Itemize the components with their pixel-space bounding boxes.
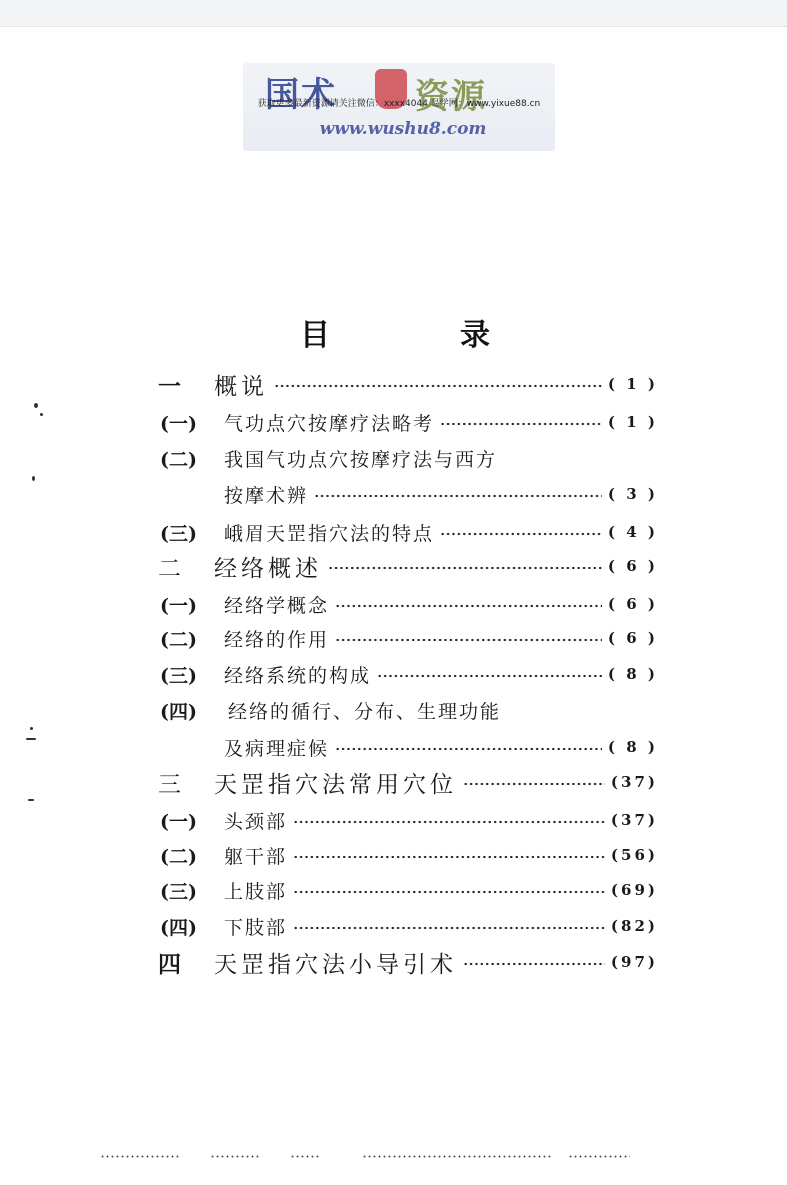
toc-leader-dots	[377, 669, 602, 679]
toc-entry	[160, 695, 658, 725]
scan-speck	[26, 738, 36, 740]
toc-entry-label: 按摩术辨	[224, 484, 309, 507]
toc-entry-page: ( 8 )	[607, 738, 658, 756]
toc-entry	[160, 443, 658, 473]
toc-leader-dots	[293, 885, 605, 895]
toc-leader-dots	[335, 742, 602, 752]
toc-entry-page: (56)	[610, 846, 658, 864]
toc-entry	[160, 623, 658, 653]
toc-entry	[158, 369, 658, 399]
toc-entry-page: (37)	[610, 773, 658, 791]
toc-entry-number: (一)	[160, 412, 197, 435]
title-char-2: 录	[460, 318, 490, 353]
scan-speck	[34, 403, 38, 408]
toc-entry-label: 概说	[214, 373, 268, 400]
toc-entry	[224, 479, 658, 509]
toc-entry-number: 三	[158, 771, 181, 798]
scan-speck	[32, 476, 35, 481]
toc-entry-number: (一)	[160, 594, 197, 617]
toc-leader-dots	[440, 417, 602, 427]
toc-entry-number: 一	[158, 372, 181, 400]
toc-entry-label: 上肢部	[224, 880, 288, 903]
toc-leader-dots	[463, 777, 605, 787]
toc-entry	[160, 589, 658, 619]
toc-entry-label: 头颈部	[224, 810, 288, 833]
toc-entry-label: 我国气功点穴按摩疗法与西方	[224, 448, 498, 471]
scan-noise	[100, 1155, 180, 1158]
toc-leader-dots	[314, 489, 602, 499]
toc-entry-page: ( 6 )	[607, 595, 658, 613]
toc-entry-number: (二)	[160, 628, 197, 651]
toc-leader-dots	[463, 957, 605, 967]
scan-speck	[40, 413, 43, 416]
toc-entry-page: ( 6 )	[607, 557, 658, 575]
scan-noise	[210, 1155, 260, 1158]
toc-entry-label: 下肢部	[224, 916, 288, 939]
toc-entry-page: (37)	[610, 811, 658, 829]
toc-entry-page: (82)	[610, 917, 658, 935]
toc-entry-label: 峨眉天罡指穴法的特点	[224, 522, 435, 545]
toc-entry-label: 天罡指穴法小导引术	[214, 951, 457, 978]
toc-entry-number: (三)	[160, 880, 197, 903]
toc-entry-label: 天罡指穴法常用穴位	[214, 771, 457, 798]
scan-noise	[290, 1155, 320, 1158]
toc-entry-label: 经络概述	[214, 555, 322, 582]
toc-entry	[158, 551, 658, 581]
toc-entry-page: ( 1 )	[607, 375, 658, 393]
toc-entry-label: 及病理症候	[224, 737, 330, 760]
toc-entry-page: ( 4 )	[607, 523, 658, 541]
toc-entry	[158, 767, 658, 797]
toc-leader-dots	[335, 633, 602, 643]
toc-leader-dots	[293, 850, 605, 860]
toc-leader-dots	[335, 599, 602, 609]
title-char-1: 目	[300, 318, 330, 353]
toc-entry-number: (四)	[160, 700, 197, 723]
toc-entry-label: 经络学概念	[224, 594, 330, 617]
toc-entry-number: (一)	[160, 810, 197, 833]
toc-entry	[158, 947, 658, 977]
toc-entry-page: ( 8 )	[607, 665, 658, 683]
scan-noise	[362, 1155, 552, 1158]
table-of-contents	[0, 27, 787, 1185]
toc-entry-number: (二)	[160, 845, 197, 868]
toc-entry	[160, 911, 658, 941]
toc-entry-number: (三)	[160, 522, 197, 545]
watermark-logo-left: 国术	[265, 75, 337, 115]
toc-entry-label: 气功点穴按摩疗法略考	[224, 412, 435, 435]
toc-entry-page: ( 1 )	[607, 413, 658, 431]
toc-entry-number: (四)	[160, 916, 197, 939]
toc-entry-page: ( 3 )	[607, 485, 658, 503]
toc-entry-label: 经络的循行、分布、生理功能	[228, 700, 502, 723]
toc-leader-dots	[440, 527, 602, 537]
toc-leader-dots	[293, 921, 605, 931]
toc-entry-label: 躯干部	[224, 845, 288, 868]
toc-entry-label: 经络系统的构成	[224, 664, 372, 687]
toc-entry	[224, 732, 658, 762]
toc-entry-number: (二)	[160, 448, 197, 471]
toc-entry	[160, 840, 658, 870]
toc-entry	[160, 659, 658, 689]
watermark-text: 获取更多最新资源请关注微信：xxxx4044 易学网：www.yixue88.cn	[257, 99, 541, 109]
toc-entry	[160, 407, 658, 437]
toc-leader-dots	[274, 379, 602, 389]
viewer-top-bar	[0, 0, 787, 27]
toc-leader-dots	[328, 561, 602, 571]
toc-entry-page: ( 6 )	[607, 629, 658, 647]
scan-noise	[568, 1155, 630, 1158]
toc-entry-number: 四	[158, 950, 181, 978]
toc-entry	[160, 805, 658, 835]
toc-entry-label: 经络的作用	[224, 628, 330, 651]
toc-entry-number: (三)	[160, 664, 197, 687]
toc-leader-dots	[293, 815, 605, 825]
toc-entry-page: (97)	[610, 953, 658, 971]
toc-entry-page: (69)	[610, 881, 658, 899]
toc-entry	[160, 875, 658, 905]
toc-entry-number: 二	[158, 555, 181, 582]
watermark-url: www.wushu8.com	[319, 119, 487, 139]
scan-speck	[30, 727, 33, 730]
toc-entry	[160, 517, 658, 547]
watermark-logo-right: 资源	[415, 77, 487, 117]
scan-speck	[28, 799, 34, 801]
scanned-page[interactable]	[0, 27, 787, 1185]
